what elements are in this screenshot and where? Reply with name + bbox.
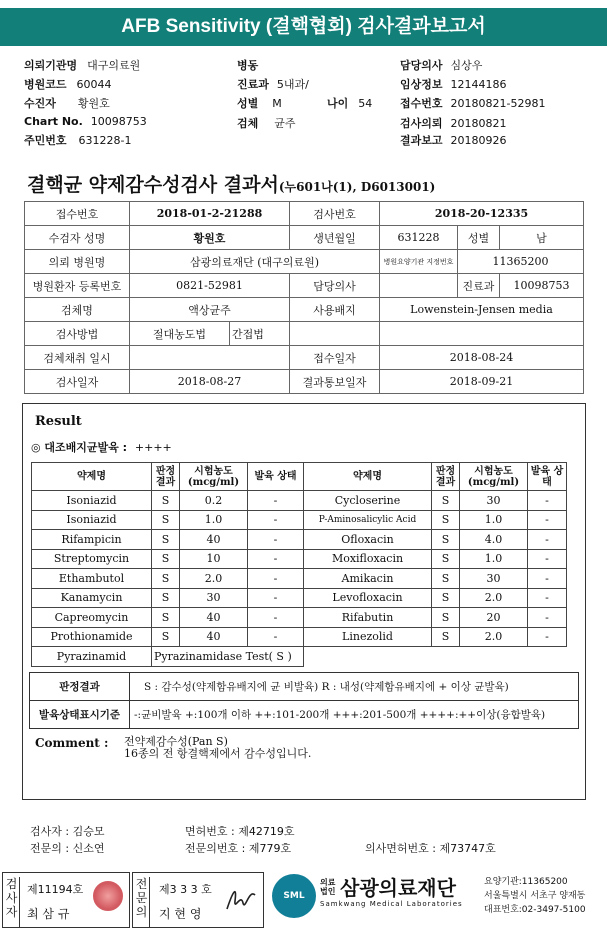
info-cell: 황원호 [130,226,290,250]
drug-result: S [152,491,180,511]
info-cell: 의뢰 병원명 [25,250,130,274]
org-code: 요양기관:11365200 [484,877,568,887]
drug-name: Streptomycin [32,549,152,569]
meta-ward: 병동 [237,59,259,72]
meta-clinical-info: 임상정보 12144186 [400,78,507,91]
legend-cell: 발육상태표시기준 [30,701,130,729]
drug-concentration: 0.2 [180,491,248,511]
info-cell: 11365200 [458,250,584,274]
legend-table [29,672,579,729]
info-cell: 진료과 [458,274,500,298]
drug-result: S [432,588,460,608]
drug-growth: - [528,569,567,589]
drug-result: S [432,510,460,530]
drug-concentration: 40 [180,530,248,550]
meta-sex: 성별 M [237,97,282,110]
drug-name: Rifabutin [304,608,432,628]
drug-name: Moxifloxacin [304,549,432,569]
comment: Comment : 전약제감수성(Pan S) 16종의 전 항결핵제에서 감수성입니다. [35,735,312,760]
drug-result: S [432,608,460,628]
drug-concentration: 2.0 [180,569,248,589]
meta-report-date: 결과보고 20180926 [400,134,507,147]
info-cell [130,346,290,370]
drug-table-header: 발육 상태 [248,463,304,491]
result-title: Result [35,414,82,429]
info-cell: 0821-52981 [130,274,290,298]
meta-doctor: 담당의사 심상우 [400,59,483,72]
info-cell: 성별 [458,226,500,250]
result-section [22,403,586,800]
drug-result: S [432,491,460,511]
info-cell: 631228 [380,226,458,250]
drug-row [32,491,567,511]
signature-icon [223,881,259,917]
drug-name: Isoniazid [32,510,152,530]
drug-concentration: 30 [460,491,528,511]
info-cell: 사용배지 [290,298,380,322]
drug-name: Capreomycin [32,608,152,628]
info-cell: 접수일자 [290,346,380,370]
drug-table-header: 약제명 [304,463,432,491]
drug-name: Ofloxacin [304,530,432,550]
specialist-name: 전문의 : 신소연 [30,842,105,855]
drug-concentration: 1.0 [460,510,528,530]
info-cell: 검체명 [25,298,130,322]
info-cell: 삼광의료재단 (대구의료원) [130,250,380,274]
drug-row [32,569,567,589]
drug-result: S [152,627,180,647]
drug-result: S [432,549,460,569]
drug-name: Levofloxacin [304,588,432,608]
drug-growth: - [248,530,304,550]
meta-hospital-code: 병원코드 60044 [24,78,112,91]
drug-result: S [432,569,460,589]
drug-row [32,510,567,530]
info-cell: 병원환자 등록번호 [25,274,130,298]
drug-growth: - [528,588,567,608]
drug-name: Kanamycin [32,588,152,608]
drug-name: Cycloserine [304,491,432,511]
drug-table-header: 판정 결과 [152,463,180,491]
drug-result: S [152,608,180,628]
patient-info-table [24,201,584,394]
drug-table-header: 판정 결과 [432,463,460,491]
meta-department: 진료과 5내과/ [237,78,309,91]
info-cell: 병원요양기관 지정번호 [380,250,458,274]
drug-table-header: 시험농도 (mcg/ml) [180,463,248,491]
drug-name: Ethambutol [32,569,152,589]
drug-table [31,462,567,667]
drug-row [32,530,567,550]
meta-receipt-no: 접수번호 20180821-52981 [400,97,546,110]
drug-row [32,608,567,628]
info-cell: 절대농도법 [130,322,230,346]
drug-concentration: 40 [180,608,248,628]
info-cell: 담당의사 [290,274,380,298]
drug-growth: - [528,549,567,569]
info-cell: 접수번호 [25,202,130,226]
drug-result: S [152,510,180,530]
drug-growth: - [248,588,304,608]
specialist-number: 전문의번호 : 제779호 [185,842,292,855]
info-cell: 검사일자 [25,370,130,394]
drug-concentration: 4.0 [460,530,528,550]
meta-chart-no: Chart No. 10098753 [24,115,147,128]
info-cell: 생년월일 [290,226,380,250]
drug-concentration: 1.0 [180,510,248,530]
drug-growth: - [248,510,304,530]
drug-concentration: 1.0 [460,549,528,569]
drug-table-header: 시험농도 (mcg/ml) [460,463,528,491]
pza-test: Pyrazinamidase Test( S ) [152,647,304,667]
drug-growth: - [248,627,304,647]
legend-cell: -:균비발육 +:100개 이하 ++:101-200개 +++:201-500개 ++++:++이상(융합발육) [130,701,579,729]
drug-growth: - [248,491,304,511]
meta-patient: 수진자 황원호 [24,97,110,110]
drug-table-header: 발육 상태 [528,463,567,491]
drug-growth: - [248,608,304,628]
drug-result: S [152,569,180,589]
info-cell [290,322,380,346]
pza-name: Pyrazinamid [32,647,152,667]
drug-result: S [152,549,180,569]
drug-name: Rifampicin [32,530,152,550]
sml-logo-icon: SML [272,874,316,918]
drug-row [32,588,567,608]
drug-concentration: 2.0 [460,627,528,647]
drug-name: P-Aminosalicylic Acid [304,510,432,530]
drug-growth: - [248,569,304,589]
drug-row [32,549,567,569]
tester-license: 면허번호 : 제42719호 [185,825,295,838]
info-cell [380,274,458,298]
drug-result: S [152,530,180,550]
control-growth: ◎ 대조배지균발육 : ++++ [31,441,172,454]
tester-stamp-box: 검사자 제11194호 최 삼 규 [2,872,130,928]
drug-growth: - [528,510,567,530]
org-phone: 대표번호:02-3497-5100 [484,905,586,915]
drug-growth: - [528,530,567,550]
info-cell [380,322,584,346]
meta-specimen: 검체 균주 [237,117,296,130]
info-cell: 검사방법 [25,322,130,346]
legend-cell: 판정결과 [30,673,130,701]
drug-name: Linezolid [304,627,432,647]
tester-name: 검사자 : 김승모 [30,825,105,838]
drug-name: Prothionamide [32,627,152,647]
drug-concentration: 30 [180,588,248,608]
doctor-license: 의사면허번호 : 제73747호 [365,842,496,855]
footer [0,870,607,932]
drug-concentration: 20 [460,608,528,628]
report-title: 결핵균 약제감수성검사 결과서(누601나(1), D6013001) [27,174,436,196]
info-cell: 결과통보일자 [290,370,380,394]
org-type: 의료법인 [320,878,336,896]
drug-name: Amikacin [304,569,432,589]
info-cell: 2018-01-2-21288 [130,202,290,226]
drug-growth: - [528,491,567,511]
org-name: 삼광의료재단 [340,876,456,900]
specialist-stamp-box: 전문의 제3 3 3 호 지 현 영 [132,872,264,928]
org-address: 서울특별시 서초구 양재동 [484,891,586,901]
info-cell: Lowenstein-Jensen media [380,298,584,322]
drug-growth: - [528,627,567,647]
info-cell: 검사번호 [290,202,380,226]
drug-table-header: 약제명 [32,463,152,491]
info-cell: 수검자 성명 [25,226,130,250]
drug-concentration: 2.0 [460,588,528,608]
info-cell: 액상균주 [130,298,290,322]
drug-growth: - [248,549,304,569]
meta-hospital: 의뢰기관명 대구의료원 [24,59,141,72]
info-cell: 10098753 [500,274,584,298]
info-cell: 검체채취 일시 [25,346,130,370]
report-header: AFB Sensitivity (결핵협회) 검사결과보고서 [0,8,607,46]
drug-row [32,627,567,647]
drug-result: S [432,530,460,550]
drug-name: Isoniazid [32,491,152,511]
drug-concentration: 40 [180,627,248,647]
info-cell: 2018-08-27 [130,370,290,394]
drug-result: S [152,588,180,608]
org-english: Samkwang Medical Laboratories [320,900,463,908]
drug-concentration: 30 [460,569,528,589]
info-cell: 남 [500,226,584,250]
drug-growth: - [528,608,567,628]
drug-result: S [432,627,460,647]
legend-cell: S : 감수성(약제함유배지에 균 비발육) R : 내성(약제함유배지에 + 이상 균발육) [130,673,579,701]
seal-icon [93,881,123,911]
meta-request-date: 검사의뢰 20180821 [400,117,507,130]
info-cell: 2018-09-21 [380,370,584,394]
drug-concentration: 10 [180,549,248,569]
meta-resident-no: 주민번호 631228-1 [24,134,132,147]
info-cell: 2018-20-12335 [380,202,584,226]
meta-age: 나이 54 [327,97,373,110]
info-cell: 간접법 [230,322,290,346]
info-cell: 2018-08-24 [380,346,584,370]
